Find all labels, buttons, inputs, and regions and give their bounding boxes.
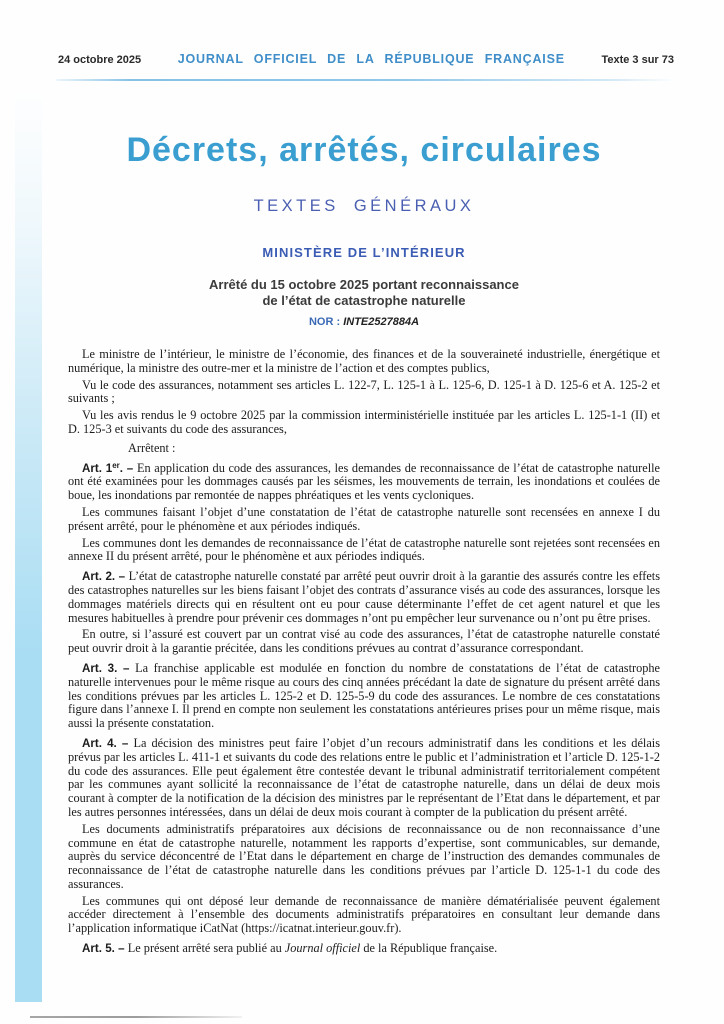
- body-paragraph: [68, 942, 660, 956]
- body-paragraph: [68, 570, 660, 625]
- text-run: Le présent arrêté sera publié au: [127, 941, 285, 956]
- nor-line: [68, 316, 660, 328]
- text-run: L’état de catastrophe naturelle constaté par arrêté peut ouvrir droit à la garantie des assurés contre les effets des catastrophes naturelles sur les biens faisant l’objet des contrats d’assurance visés au code des assurances, lorsque les dommages matériels directs qui en résultent ont eu pour cause déterminante l’effet de cet agent naturel et que les mesures habituelles à prendre pour prévenir ces dommages n’ont pu empêcher leur survenance ou n’ont pu être prises.: [68, 569, 660, 625]
- body-paragraph: [68, 628, 660, 656]
- nor-label: NOR :: [308, 316, 344, 328]
- text-run: Art. 4. –: [82, 736, 134, 750]
- bottom-scan-rule: [30, 1016, 242, 1018]
- text-run: En application du code des assurances, les demandes de reconnaissance de l’état de catastrophe naturelle ont été examinées pour les dommages causés par les séismes, les mouvements de terrain, les inondations et coulées de boue, les inondations par remontée de nappes phréatiques et les vents cycloniques.: [68, 460, 660, 503]
- act-title-line2: de l’état de catastrophe naturelle: [262, 292, 466, 308]
- header-date: 24 octobre 2025: [58, 54, 142, 66]
- text-run: Les documents administratifs préparatoires aux décisions de reconnaissance ou de non reconnaissance d’une commune en état de catastrophe naturelle, notamment les rapports d’expertise, sont communicables, sur demande, auprès du service déconcentré de l’Etat dans le département en charge de l’instruction des demandes communales de reconnaissance de l’état de catastrophe naturelle dans les conditions prévues par l’article D. 125-1-1 du code des assurances.: [68, 821, 660, 891]
- text-run: er: [112, 460, 120, 470]
- main-title: Décrets, arrêtés, circulaires: [126, 131, 602, 169]
- text-run: . –: [119, 461, 137, 475]
- body-paragraph: [68, 348, 660, 376]
- section-title: TEXTES GÉNÉRAUX: [253, 197, 475, 215]
- body-paragraph: [68, 379, 660, 407]
- body-paragraph: [68, 823, 660, 892]
- text-run: Art. 5. –: [82, 942, 128, 956]
- body-paragraph: [68, 462, 660, 503]
- text-run: Journal officiel: [284, 941, 361, 956]
- body-paragraph: [68, 537, 660, 565]
- text-run: En outre, si l’assuré est couvert par un contrat visé au code des assurances, l’état de catastrophe naturelle constaté peut ouvrir droit à la garantie précitée, dans les conditions prévues au contrat d’assurance correspondant.: [68, 627, 660, 656]
- ministry-title: MINISTÈRE DE L’INTÉRIEUR: [262, 245, 466, 260]
- header-divider-rule: [56, 79, 676, 81]
- body-paragraph: [68, 895, 660, 936]
- text-reference: Texte 3 sur 73: [601, 54, 674, 66]
- act-title: [68, 277, 660, 308]
- journal-title: JOURNAL OFFICIEL DE LA RÉPUBLIQUE FRANÇAISE: [177, 52, 565, 66]
- text-run: de la République française.: [360, 941, 498, 956]
- article-body: [68, 348, 660, 959]
- body-paragraph: [68, 662, 660, 731]
- act-title-line1: Arrêté du 15 octobre 2025 portant reconnaissance: [209, 277, 519, 292]
- page-header: [58, 52, 674, 66]
- nor-value: INTE2527884A: [343, 316, 420, 328]
- left-gradient-bar: [15, 86, 42, 1002]
- text-run: Art. 3. –: [82, 661, 136, 675]
- text-run: Le ministre de l’intérieur, le ministre de l’économie, des finances et de la souveraineté industrielle, énergétique et numérique, la ministre des outre-mer et la ministre de l’action et des comptes publics,: [68, 347, 660, 375]
- text-run: Vu le code des assurances, notamment ses articles L. 122-7, L. 125-1 à L. 125-6, D. 125-1 à D. 125-6 et A. 125-2 et suivants ;: [68, 377, 660, 406]
- text-run: La franchise applicable est modulée en fonction du nombre de constatations de l’état de catastrophe naturelle intervenues pour le même risque au cours des cinq années précédant la date de signature du présent arrêté dans les conditions prévues par les articles L. 125-2 et D. 125-5-9 du code des assurances. Le nombre de ces constatations figure dans l’annexe I. Il prend en compte non seulement les constatations antérieures prises pour un même risque, mais aussi la présente constatation.: [68, 660, 661, 731]
- text-run: Art. 1: [82, 461, 113, 475]
- text-run: Arrêtent :: [128, 440, 176, 455]
- text-run: Art. 2. –: [82, 570, 129, 584]
- body-paragraph: [68, 409, 660, 437]
- text-run: Les communes qui ont déposé leur demande de reconnaissance de manière dématérialisée peuvent également accéder directement à l’ensemble des documents administratifs préparatoires en consultant leur demande dans l’application informatique iCatNat (https://icatnat.interieur.gouv.fr).: [68, 893, 660, 936]
- text-run: Les communes faisant l’objet d’une constatation de l’état de catastrophe naturelle sont recensées en annexe I du présent arrêté, pour le phénomène et aux périodes indiqués.: [68, 504, 660, 533]
- body-paragraph: [68, 442, 660, 456]
- body-paragraph: [68, 737, 660, 820]
- text-run: Les communes dont les demandes de reconnaissance de l’état de catastrophe naturelle sont rejetées sont recensées en annexe II du présent arrêté, pour le phénomène et aux périodes indiqués.: [68, 535, 660, 564]
- text-run: La décision des ministres peut faire l’objet d’un recours administratif dans les conditions et les délais prévus par les articles L. 411-1 et suivants du code des relations entre le public et l’administration et l’article D. 125-1-2 du code des assurances. Elle peut également être contestée devant le tribunal administratif territorialement compétent par les communes ayant sollicité la reconnaissance de l’état de catastrophe naturelle, dans un délai de deux mois courant à compter de la notification de la décision des ministres par le représentant de l’Etat dans le département, et par les autres personnes intéressées, dans un délai de deux mois courant à compter de la publication du présent arrêté.: [68, 735, 660, 819]
- text-run: Vu les avis rendus le 9 octobre 2025 par la commission interministérielle instituée par les articles L. 125-1-1 (II) et D. 125-3 et suivants du code des assurances,: [68, 408, 660, 436]
- body-paragraph: [68, 506, 660, 534]
